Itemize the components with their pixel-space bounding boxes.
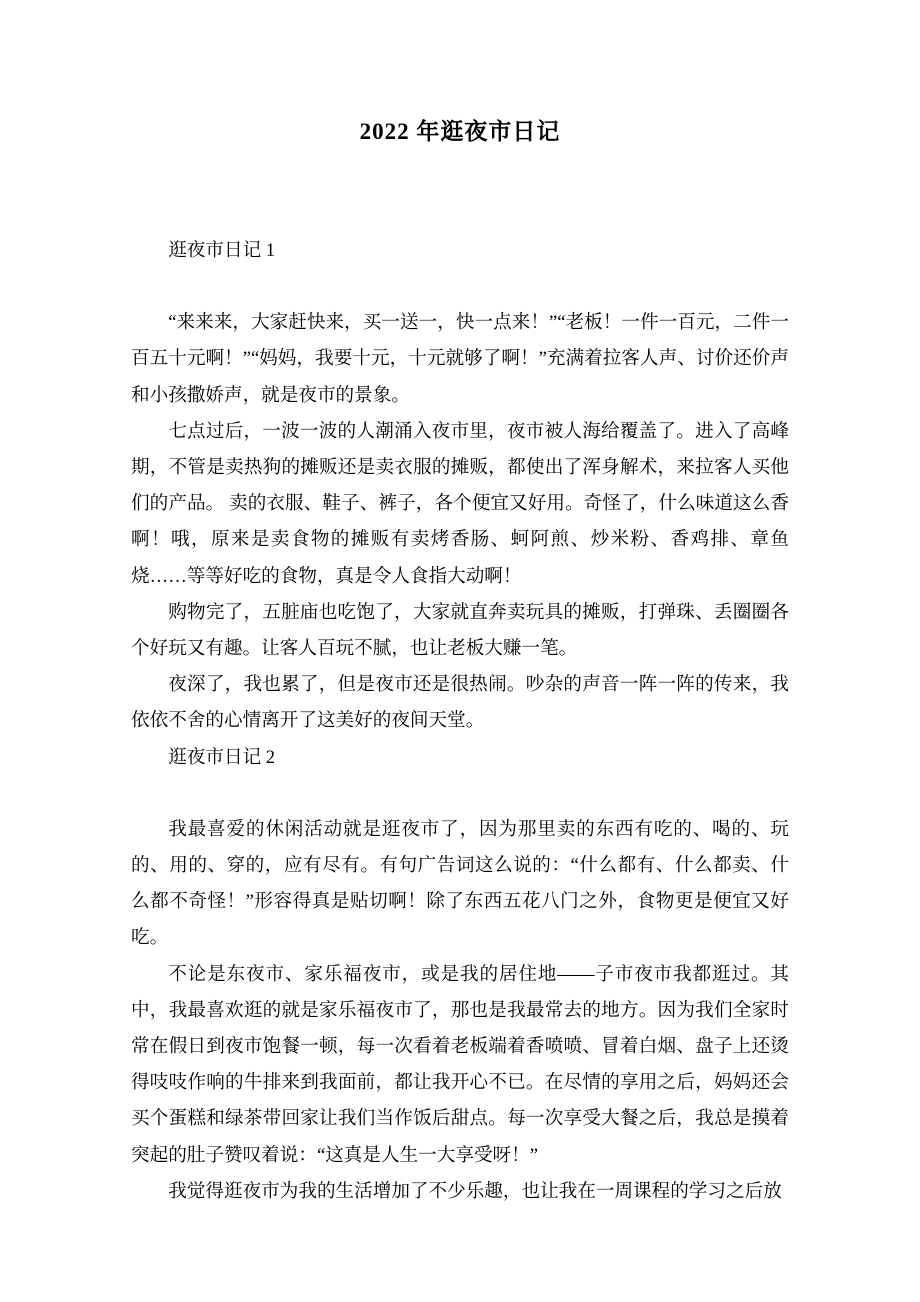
- diary-section-1: [131, 233, 789, 740]
- document-title: 2022 年逛夜市日记: [359, 119, 561, 144]
- paragraph: 我最喜爱的休闲活动就是逛夜市了，因为那里卖的东西有吃的、喝的、玩的、用的、穿的，应有尽有。有句广告词这么说的：“什么都有、什么都卖、什么都不奇怪！”形容得真是贴切啊！除了东西五花八门之外，食物更是便宜又好吃。: [131, 818, 789, 949]
- paragraph: 我觉得逛夜市为我的生活增加了不少乐趣，也让我在一周课程的学习之后放: [168, 1180, 782, 1202]
- paragraph: 购物完了，五脏庙也吃饱了，大家就直奔卖玩具的摊贩，打弹珠、丢圈圈各个好玩又有趣。让客人百玩不腻，也让老板大赚一笔。: [131, 601, 789, 660]
- section-1-heading: 逛夜市日记 1: [168, 240, 276, 261]
- paragraph: 不论是东夜市、家乐福夜市，或是我的居住地——子市夜市我都逛过。其中，我最喜欢逛的就是家乐福夜市了，那也是我最常去的地方。因为我们全家时常在假日到夜市饱餐一顿，每一次看着老板端着香喷喷、冒着白烟、盘子上还烫得吱吱作响的牛排来到我面前，都让我开心不已。在尽情的享用之后，妈妈还会买个蛋糕和绿茶带回家让我们当作饭后甜点。每一次享受大餐之后，我总是摸着突起的肚子赞叹着说：“这真是人生一大享受呀！”: [131, 963, 789, 1166]
- paragraph: 七点过后，一波一波的人潮涌入夜市里，夜市被人海给覆盖了。进入了高峰期，不管是卖热狗的摊贩还是卖衣服的摊贩，都使出了浑身解术，来拉客人买他们的产品。 卖的衣服、鞋子、裤子，各个便宜又好用。奇怪了，什么味道这么香啊！哦，原来是卖食物的摊贩有卖烤香肠、蚵阿煎、炒米粉、香鸡排、章鱼烧……等等好吃的食物，真是令人食指大动啊！: [131, 420, 789, 587]
- section-2-heading: 逛夜市日记 2: [168, 746, 276, 768]
- paragraph: 夜深了，我也累了，但是夜市还是很热闹。吵杂的声音一阵一阵的传来，我依依不舍的心情离开了这美好的夜间天堂。: [131, 674, 789, 732]
- diary-section-2: [131, 740, 789, 1210]
- paragraph: “来来来，大家赶快来，买一送一，快一点来！”“老板！一件一百元，二件一百五十元啊！”“妈妈，我要十元，十元就够了啊！”充满着拉客人声、讨价还价声和小孩撒娇声，就是夜市的景象。: [131, 312, 789, 406]
